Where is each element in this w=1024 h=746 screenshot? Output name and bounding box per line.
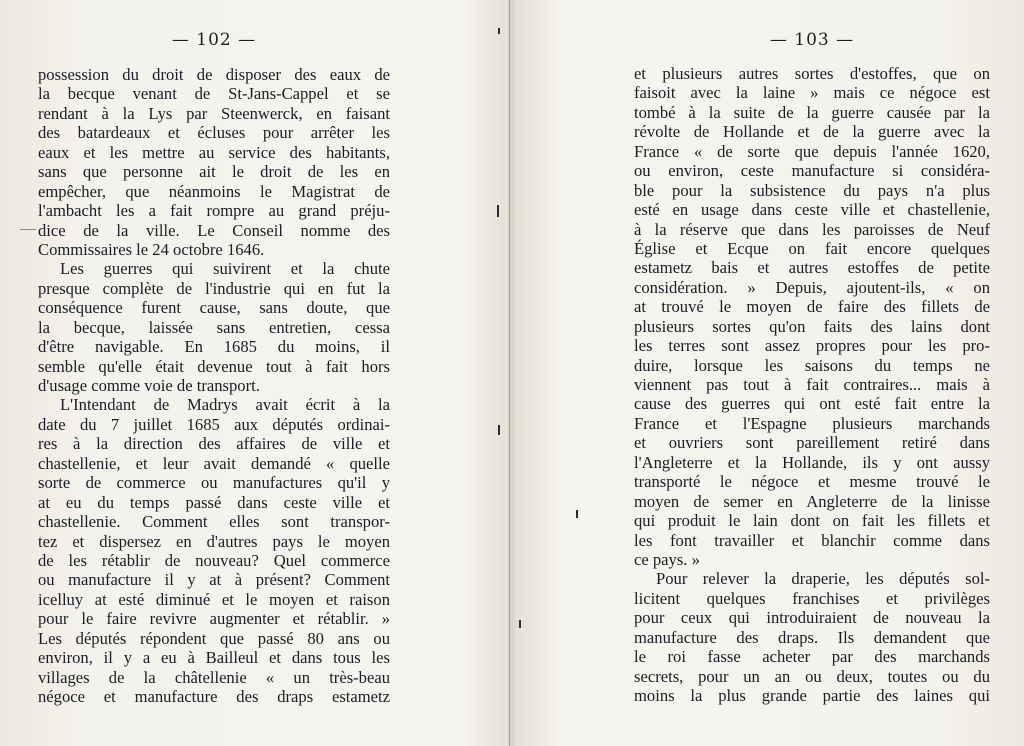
text-line: d'usage comme voie de transport. — [38, 376, 260, 395]
text-line: esté en usage dans ceste ville et chastellenie, — [634, 200, 990, 220]
text-line: ce pays. » — [634, 549, 700, 569]
text-line: ble pour la subsistence du pays n'a plus — [634, 180, 990, 200]
text-line: pour ceux qui introduiraient de nouveau la — [634, 608, 990, 628]
text-line: estametz bais et autres estoffes de petite — [634, 258, 990, 278]
page-number: — 103 — — [769, 30, 855, 50]
page-gutter — [509, 0, 510, 746]
text-line: de les rétablir de nouveau? Quel commerce — [38, 550, 390, 570]
text-line: cause des guerres qui ont esté fait entre la — [634, 394, 990, 414]
text-line: des batardeaux et écluses pour arrêter les — [38, 123, 390, 143]
right-page — [634, 0, 990, 746]
text-line: et plusieurs autres sortes d'estoffes, que on — [634, 64, 990, 83]
text-line: presque complète de l'industrie qui en fut la — [38, 278, 390, 298]
text-line: duire, lorsque les saisons du temps ne — [634, 355, 990, 375]
text-line: France « de sorte que depuis l'année 1620, — [634, 141, 990, 161]
text-line: possession du droit de disposer des eaux de — [38, 65, 390, 84]
text-line: manufacture des draps. Ils demandent que — [634, 627, 990, 647]
text-line: villages de la châtellenie « un très-beau — [38, 667, 390, 687]
text-line: tez et dispersez en d'autres pays le moyen — [38, 531, 390, 551]
text-line: Église et Ecque on fait encore quelques — [634, 238, 990, 258]
text-line: la becque, laissée sans entretien, cessa — [38, 317, 390, 337]
text-line: la becque venant de St-Jans-Cappel et se — [38, 84, 390, 104]
text-line: révolte de Hollande et de la guerre avec la — [634, 122, 990, 142]
text-line: qui produit le lain dont on fait les fillets et — [634, 511, 990, 531]
margin-mark — [20, 229, 36, 230]
gutter-mark — [498, 425, 500, 435]
text-line: dice de la ville. Le Conseil nomme des — [38, 220, 390, 240]
text-line: ou environ, ceste manufacture si considéra- — [634, 161, 990, 181]
text-line: rendant à la Lys par Steenwerck, en faisant — [38, 103, 390, 123]
text-line: ou manufacture il y at à présent? Comment — [38, 570, 390, 590]
text-line: empêcher, que néanmoins le Magistrat de — [38, 181, 390, 201]
gutter-mark — [497, 205, 499, 217]
page-number: — 102 — — [171, 30, 257, 50]
text-line: considération. » Depuis, ajoutent-ils, « on — [634, 277, 990, 297]
text-line: le roi fasse acheter par des marchands — [634, 647, 990, 667]
page-body — [38, 65, 390, 706]
text-line: l'ambacht les a fait rompre au grand préju- — [38, 201, 390, 221]
text-line: les font travailler et blanchir comme dans — [634, 530, 990, 550]
text-line: chastellenie. Comment elles sont transpor- — [38, 512, 390, 532]
text-line: Pour relever la draperie, les députés sol- — [656, 569, 990, 589]
text-line: les terres sont assez propres pour les pro- — [634, 336, 990, 356]
text-line: négoce et manufacture des draps estametz — [38, 687, 390, 706]
text-line: environ, il y a eu à Bailleul et dans tous les — [38, 648, 390, 668]
gutter-mark — [576, 510, 578, 518]
text-line: l'Angleterre et la Hollande, ils y ont aussy — [634, 452, 990, 472]
text-line: Les guerres qui suivirent et la chute — [60, 259, 390, 279]
text-line: transporté le négoce et mesme trouvé le — [634, 472, 990, 492]
text-line: moyen de semer en Angleterre de la linisse — [634, 491, 990, 511]
text-line: moins la plus grande partie des laines qui — [634, 686, 990, 705]
text-line: eaux et les mettre au service des habitants, — [38, 142, 390, 162]
text-line: sans que personne ait le droit de les en — [38, 162, 390, 182]
text-line: faisoit avec la laine » mais ce négoce est — [634, 83, 990, 103]
text-line: d'être navigable. En 1685 du moins, il — [38, 337, 390, 357]
text-line: L'Intendant de Madrys avait écrit à la — [60, 395, 390, 415]
text-line: secrets, pour un an ou deux, toutes ou du — [634, 666, 990, 686]
gutter-mark — [498, 28, 500, 34]
text-line: licitent quelques franchises et privilèges — [634, 588, 990, 608]
text-line: conséquence furent cause, sans doute, que — [38, 298, 390, 318]
text-line: et ouvriers sont pareillement retiré dans — [634, 433, 990, 453]
text-line: tombé à la suite de la guerre causée par la — [634, 102, 990, 122]
text-line: France et l'Espagne plusieurs marchands — [634, 413, 990, 433]
text-line: chastellenie, et leur avait demandé « quelle — [38, 453, 390, 473]
text-line: at eu du temps passé dans ceste ville et — [38, 492, 390, 512]
text-line: plusieurs sortes qu'on faits des lains dont — [634, 316, 990, 336]
text-line: sorte de commerce ou manufactures qu'il y — [38, 473, 390, 493]
text-line: Les députés répondent que passé 80 ans ou — [38, 628, 390, 648]
left-page — [38, 0, 390, 746]
text-line: pour le faire revivre augmenter et rétablir. » — [38, 609, 390, 629]
text-line: date du 7 juillet 1685 aux députés ordinai- — [38, 414, 390, 434]
text-line: viennent pas tout à fait contraires... mais à — [634, 375, 990, 394]
text-line: res à la direction des affaires de ville et — [38, 434, 390, 454]
text-line: Commissaires le 24 octobre 1646. — [38, 239, 265, 259]
gutter-mark — [519, 620, 521, 628]
text-line: icelluy at esté diminué et le moyen et raison — [38, 589, 390, 609]
page-body — [634, 64, 990, 705]
text-line: at trouvé le moyen de faire des fillets de — [634, 297, 990, 317]
text-line: semble qu'elle était devenue tout à fait hors — [38, 356, 390, 376]
text-line: à la réserve que dans les paroisses de Neuf — [634, 219, 990, 239]
